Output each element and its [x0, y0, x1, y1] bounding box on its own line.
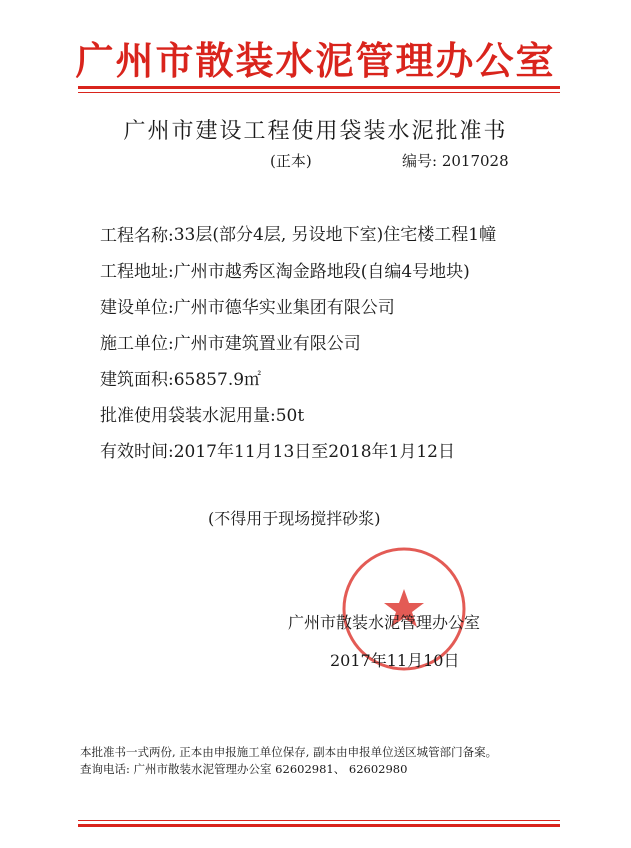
field-value: 2017年11月13日至2018年1月12日	[173, 442, 455, 462]
copy-type: (正本)	[270, 152, 312, 170]
field-label: 施工单位:	[100, 334, 174, 354]
field-project-address	[100, 254, 570, 290]
signature-date: 2017年11月10日	[330, 651, 460, 670]
field-project-name	[100, 218, 570, 254]
document-number: 编号: 2017028	[402, 152, 509, 170]
field-cement-quantity	[100, 398, 570, 434]
field-label: 有效时间:	[100, 442, 174, 462]
field-value: 33层(部分4层, 另设地下室)住宅楼工程1幢	[173, 225, 497, 245]
field-developer	[100, 290, 570, 326]
field-contractor	[100, 326, 570, 362]
usage-note: (不得用于现场搅拌砂浆)	[208, 509, 381, 528]
footer-rule-thin	[78, 820, 560, 821]
document-title: 广州市建设工程使用袋装水泥批准书	[123, 119, 508, 144]
field-label: 工程名称:	[100, 226, 174, 246]
field-label: 工程地址:	[100, 262, 174, 282]
header-rule-thick	[78, 86, 560, 89]
field-value: 65857.9㎡	[173, 370, 262, 390]
field-value: 50t	[275, 406, 305, 426]
header-rule-thin	[78, 92, 560, 93]
footnote-line-2: 查询电话: 广州市散装水泥管理办公室 62602981、 62602980	[80, 762, 408, 776]
signature-org: 广州市散装水泥管理办公室	[288, 613, 481, 632]
footnote-line-1: 本批准书一式两份, 正本由申报施工单位保存, 副本由申报单位送区城管部门备案。	[80, 745, 498, 759]
footnote	[80, 744, 560, 778]
field-label: 建筑面积:	[100, 370, 174, 390]
field-label: 批准使用袋装水泥用量:	[100, 406, 276, 426]
org-header: 广州市散装水泥管理办公室	[75, 38, 556, 83]
field-value: 广州市越秀区淘金路地段(自编4号地块)	[173, 262, 470, 282]
footer-rule-thick	[78, 824, 560, 827]
field-list	[100, 218, 570, 470]
field-label: 建设单位:	[100, 298, 174, 318]
field-valid-period	[100, 434, 570, 470]
field-value: 广州市建筑置业有限公司	[173, 334, 361, 354]
field-floor-area	[100, 362, 570, 398]
field-value: 广州市德华实业集团有限公司	[173, 298, 395, 318]
